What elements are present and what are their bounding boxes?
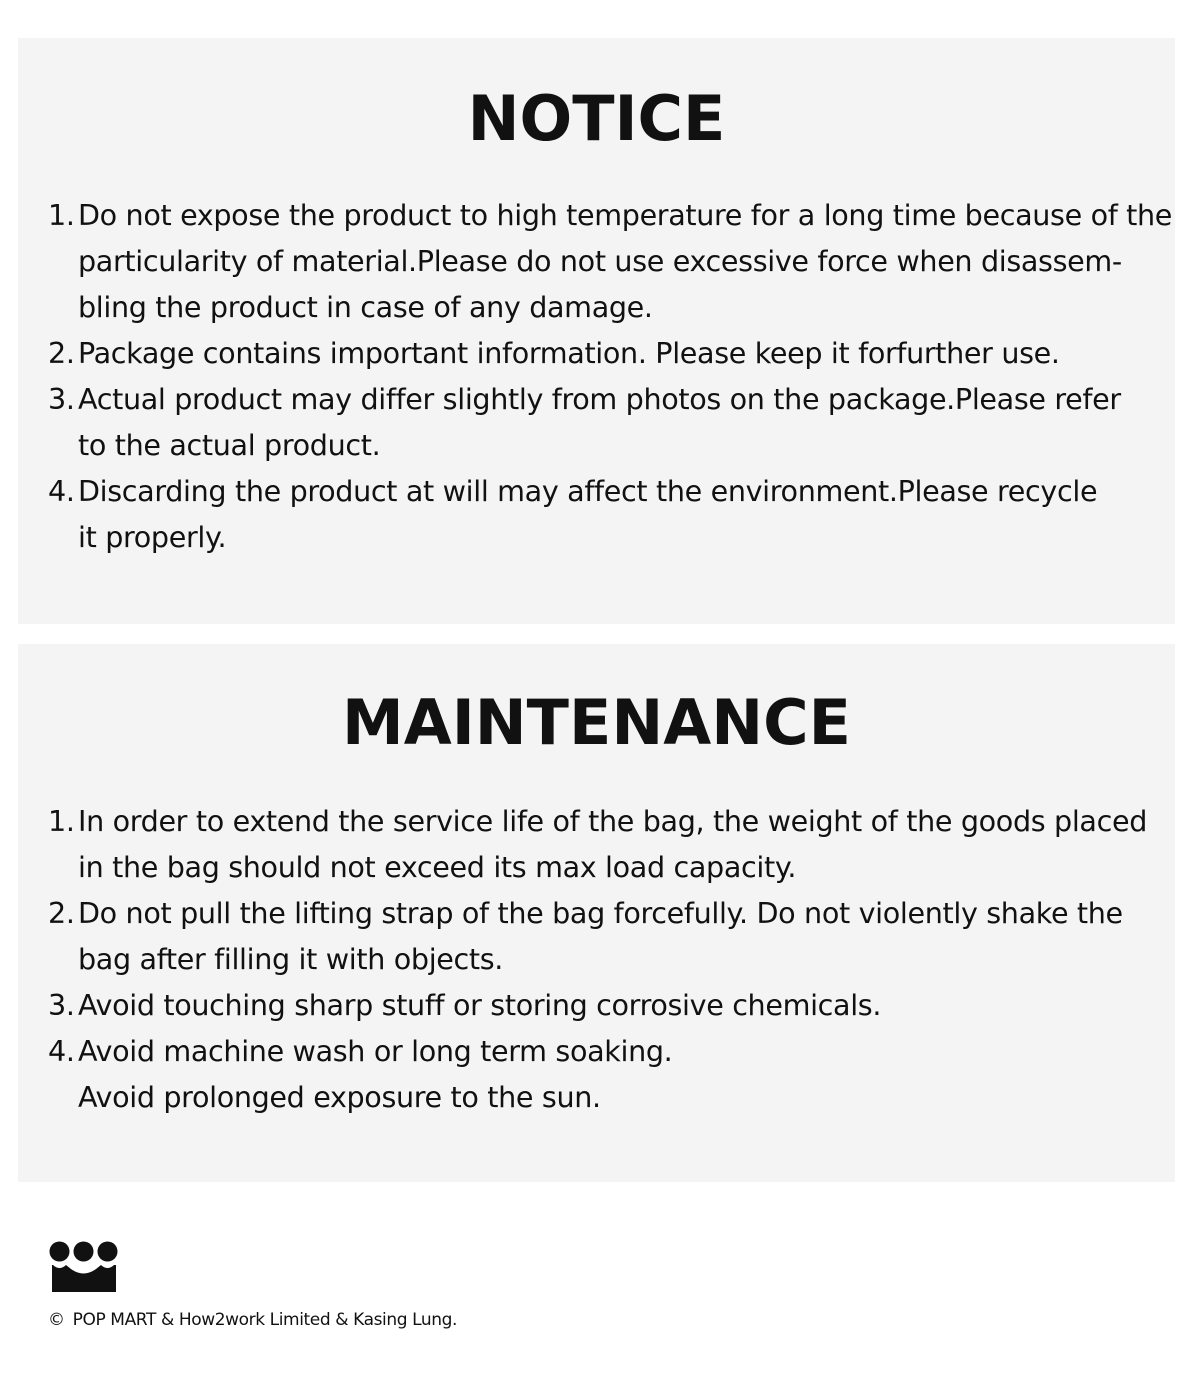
maintenance-list: [48, 798, 1161, 1120]
list-item: [48, 890, 1161, 982]
item-line: Actual product may differ slightly from photos on the package.Please refer: [78, 382, 1121, 416]
item-text: [78, 192, 1172, 330]
item-number: 2.: [48, 896, 75, 930]
notice-list: [48, 192, 1173, 560]
item-line: Avoid prolonged exposure to the sun.: [78, 1080, 601, 1114]
copyright-symbol: ©: [48, 1310, 65, 1330]
item-line: in the bag should not exceed its max load capacity.: [78, 850, 797, 884]
list-item: [48, 376, 1161, 468]
copyright-line: [48, 1308, 457, 1332]
maintenance-panel: [18, 644, 1175, 1182]
item-line: bling the product in case of any damage.: [78, 290, 653, 324]
item-line: Discarding the product at will may affect the environment.Please recycle: [78, 474, 1098, 508]
item-number: 4.: [48, 1034, 75, 1068]
item-number: 2.: [48, 336, 75, 370]
item-text: [78, 798, 1161, 890]
item-line: Avoid touching sharp stuff or storing corrosive chemicals.: [78, 988, 882, 1022]
item-text: [78, 1028, 1161, 1120]
list-item: [48, 192, 1173, 330]
item-line: In order to extend the service life of the bag, the weight of the goods placed: [78, 804, 1148, 838]
list-item: [48, 330, 1161, 376]
pop-mart-logo-icon: [48, 1240, 120, 1294]
item-number: 4.: [48, 474, 75, 508]
item-line: Package contains important information. Please keep it forfurther use.: [78, 336, 1060, 370]
item-line: Do not expose the product to high temperature for a long time because of the: [78, 198, 1173, 232]
list-item: [48, 798, 1161, 890]
item-line: to the actual product.: [78, 428, 381, 462]
item-line: particularity of material.Please do not use excessive force when disassem-: [78, 244, 1122, 278]
notice-title: NOTICE: [467, 82, 726, 155]
item-text: [78, 890, 1161, 982]
item-text: [78, 376, 1161, 468]
item-text: [78, 330, 1161, 376]
list-item: [48, 982, 1161, 1028]
item-number: 1.: [48, 804, 75, 838]
maintenance-title: MAINTENANCE: [342, 686, 851, 759]
item-text: [78, 982, 1161, 1028]
item-number: 1.: [48, 198, 75, 232]
item-line: bag after filling it with objects.: [78, 942, 504, 976]
list-item: [48, 1028, 1161, 1120]
item-line: Avoid machine wash or long term soaking.: [78, 1034, 673, 1068]
list-item: [48, 468, 1161, 560]
copyright-text: POP MART & How2work Limited & Kasing Lung.: [72, 1310, 458, 1330]
item-line: it properly.: [78, 520, 227, 554]
item-text: [78, 468, 1161, 560]
item-number: 3.: [48, 382, 75, 416]
item-number: 3.: [48, 988, 75, 1022]
item-line: Do not pull the lifting strap of the bag forcefully. Do not violently shake the: [78, 896, 1123, 930]
notice-panel: [18, 38, 1175, 624]
